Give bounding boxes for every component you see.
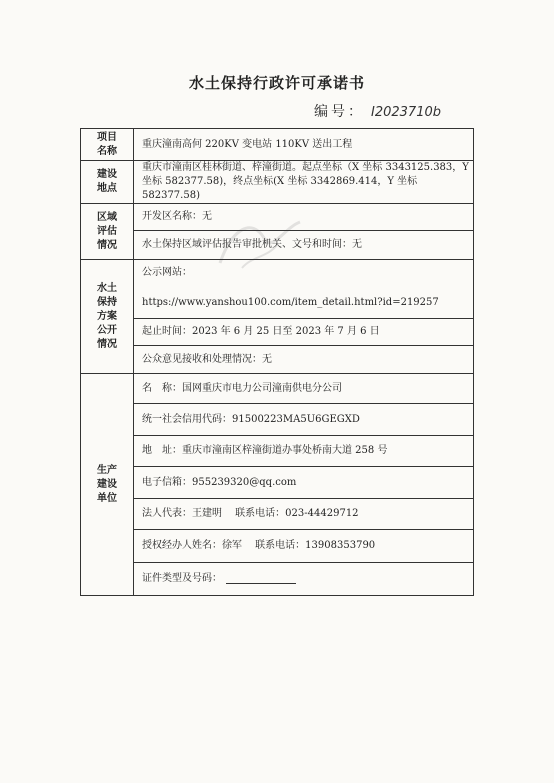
handwritten-number: I2023710b [371,105,441,120]
id-type-cell [134,563,474,596]
disclosure-period-row [81,319,474,346]
legal-rep-row [81,499,474,530]
id-type-blank [226,573,296,584]
site-label: 公示网站： [142,267,192,278]
disclosure-site-cell [134,260,474,319]
id-type-row [81,563,474,596]
builder-name-row [81,374,474,404]
number-label: 编号： [314,104,365,120]
commitment-form-table [80,128,474,596]
email-value: 电子信箱：955239320@qq.com [134,467,474,499]
builder-name-value: 名 称：国网重庆市电力公司潼南供电分公司 [134,374,474,404]
credit-code-value: 统一社会信用代码：91500223MA5U6GEGXD [134,404,474,436]
project-row [81,129,474,161]
email-row [81,467,474,499]
address-value: 地 址：重庆市潼南区梓潼街道办事处桥南大道 258 号 [134,436,474,467]
development-zone-value: 开发区名称：无 [134,204,474,231]
assessment-report-value: 水土保持区域评估报告审批机关、文号和时间：无 [134,231,474,260]
credit-code-row [81,404,474,436]
agent-row [81,530,474,563]
legal-rep-value: 法人代表：王建明 联系电话：023-44429712 [134,499,474,530]
location-label: 建设 地点 [81,161,134,204]
location-row [81,161,474,204]
agent-value: 授权经办人姓名：徐军 联系电话：13908353790 [134,530,474,563]
document-number [314,101,441,121]
disclosure-label: 水土 保持 方案 公开 情况 [81,260,134,374]
address-row [81,436,474,467]
project-label: 项目 名称 [81,129,134,161]
assessment-zone-row [81,204,474,231]
disclosure-site-row [81,260,474,319]
project-name-value: 重庆潼南高何 220KV 变电站 110KV 送出工程 [134,129,474,161]
disclosure-period-value: 起止时间：2023 年 6 月 25 日至 2023 年 7 月 6 日 [134,319,474,346]
document-title: 水土保持行政许可承诺书 [188,74,365,92]
disclosure-feedback-value: 公众意见接收和处理情况：无 [134,346,474,374]
id-type-label: 证件类型及号码： [142,573,222,584]
assessment-label: 区域 评估 情况 [81,204,134,260]
builder-label: 生产 建设 单位 [81,374,134,596]
disclosure-feedback-row [81,346,474,374]
location-value: 重庆市潼南区桂林街道、梓潼街道。起点坐标（X 坐标 3343125.383，Y 坐标 582377.58)，终点坐标(X 坐标 3342869.414，Y 坐标 582377.58) [134,161,474,204]
site-url[interactable]: https://www.yanshou100.com/item_detail.html?id=219257 [142,297,439,308]
assessment-report-row [81,231,474,260]
